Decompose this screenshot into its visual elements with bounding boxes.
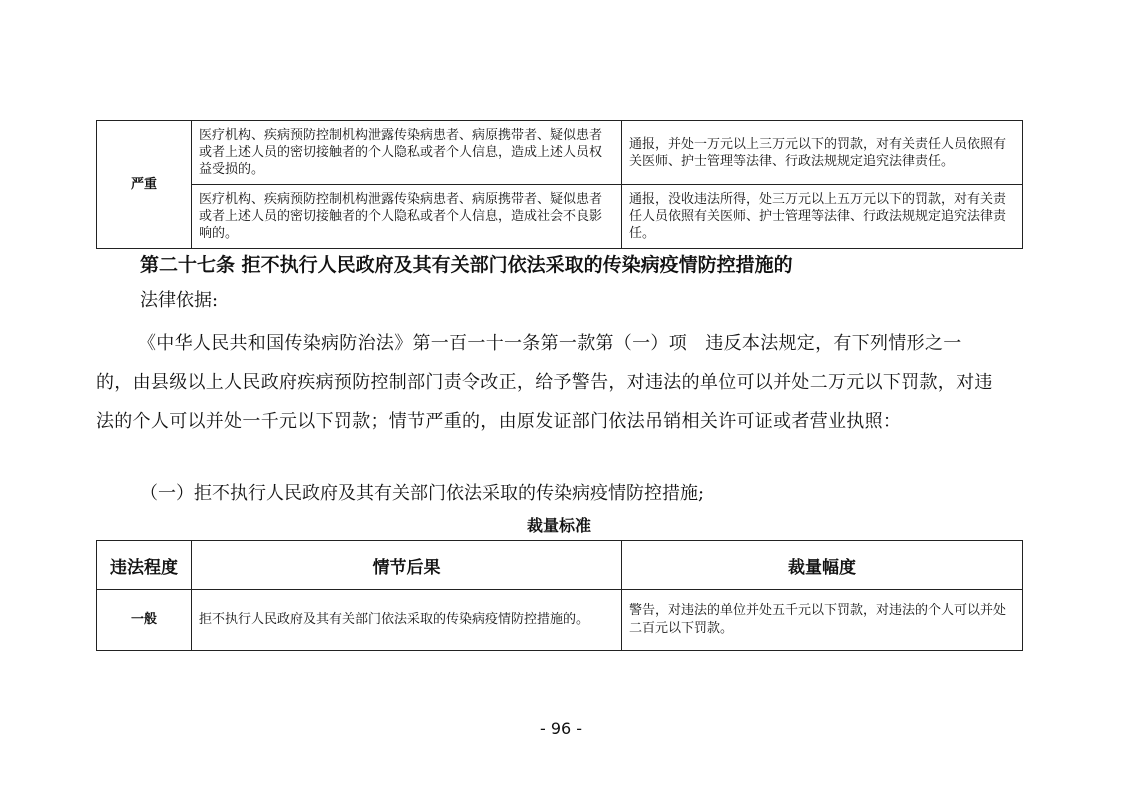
circumstance-cell: 医疗机构、疾病预防控制机构泄露传染病患者、病原携带者、疑似患者或者上述人员的密切接触者的个人隐私或者个人信息，造成社会不良影响的。 xyxy=(192,185,622,249)
penalty-cell: 警告，对违法的单位并处五千元以下罚款，对违法的个人可以并处二百元以下罚款。 xyxy=(622,590,1023,651)
table-row xyxy=(97,121,1023,185)
violation-level-cell: 严重 xyxy=(97,121,192,249)
circumstance-cell: 拒不执行人民政府及其有关部门依法采取的传染病疫情防控措施的。 xyxy=(192,590,622,651)
header-circumstance: 情节后果 xyxy=(192,541,622,590)
article-title: 第二十七条 拒不执行人民政府及其有关部门依法采取的传染病疫情防控措施的 xyxy=(140,254,793,276)
violation-level-cell: 一般 xyxy=(97,590,192,651)
header-penalty-range: 裁量幅度 xyxy=(622,541,1023,590)
page-number: - 96 - xyxy=(539,719,583,738)
discretion-standard-table xyxy=(96,540,1023,651)
table-caption: 裁量标准 xyxy=(526,516,591,535)
law-paragraph: 《中华人民共和国传染病防治法》第一百一十一条第一款第（一）项 违反本法规定，有下列情形之一的，由县级以上人民政府疾病预防控制部门责令改正，给予警告，对违法的单位可以并处二万元以下罚款，对违法的个人可以并处一千元以下罚款；情节严重的，由原发证部门依法吊销相关许可证或者营业执照： xyxy=(96,333,993,432)
legal-basis-label: 法律依据: xyxy=(140,290,219,311)
table-row xyxy=(97,590,1023,651)
law-item: （一）拒不执行人民政府及其有关部门依法采取的传染病疫情防控措施; xyxy=(140,483,705,504)
table-row xyxy=(97,185,1023,249)
severe-penalty-table xyxy=(96,120,1023,249)
header-violation-level: 违法程度 xyxy=(97,541,192,590)
circumstance-cell: 医疗机构、疾病预防控制机构泄露传染病患者、病原携带者、疑似患者或者上述人员的密切接触者的个人隐私或者个人信息，造成上述人员权益受损的。 xyxy=(192,121,622,185)
penalty-cell: 通报，没收违法所得，处三万元以上五万元以下的罚款，对有关责任人员依照有关医师、护士管理等法律、行政法规规定追究法律责任。 xyxy=(622,185,1023,249)
penalty-cell: 通报，并处一万元以上三万元以下的罚款，对有关责任人员依照有关医师、护士管理等法律、行政法规规定追究法律责任。 xyxy=(622,121,1023,185)
table-header-row xyxy=(97,541,1023,590)
